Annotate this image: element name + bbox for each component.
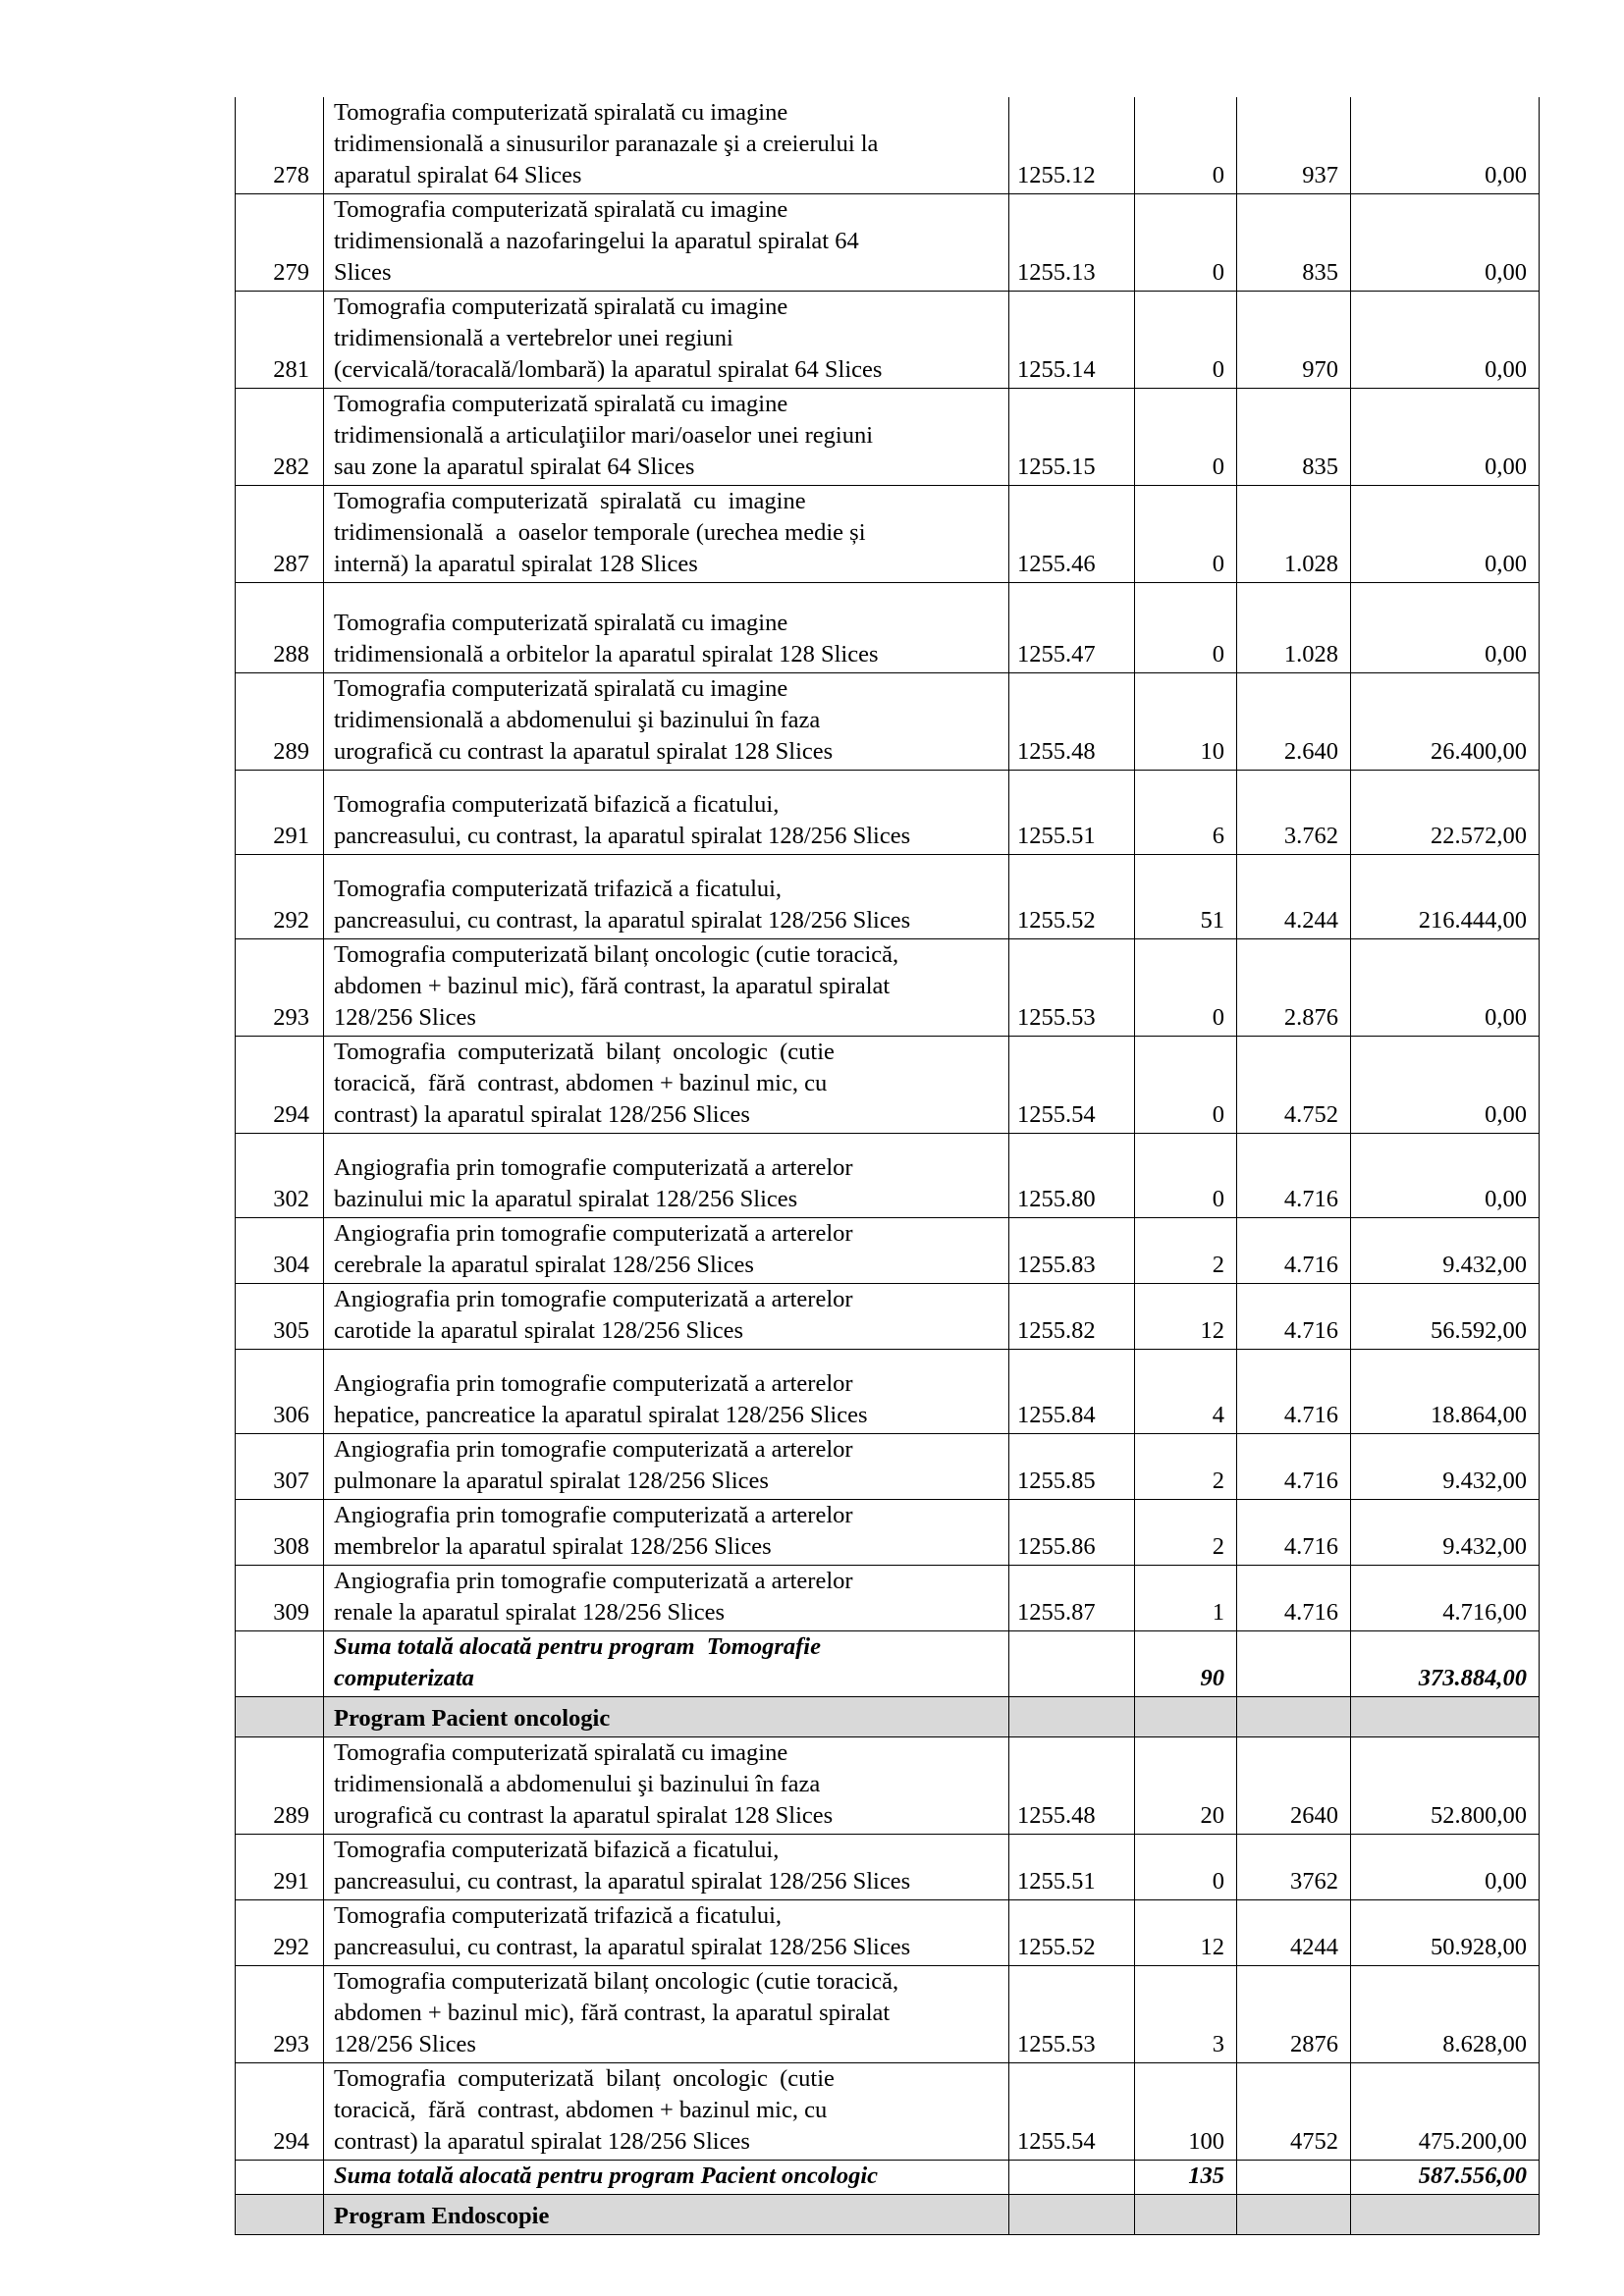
table-row (236, 1737, 1540, 1835)
code-cell: 1255.48 (1009, 673, 1135, 771)
description-line: Angiografia prin tomografie computerizată a arterelor (334, 1436, 853, 1463)
row-number-cell: 293 (236, 939, 324, 1037)
table-row (236, 292, 1540, 389)
row-number-cell: 289 (236, 1737, 324, 1835)
sum-cell: 9.432,00 (1351, 1434, 1540, 1500)
sum-cell: 0,00 (1351, 1835, 1540, 1900)
table-row (236, 389, 1540, 486)
row-number-cell: 279 (236, 194, 324, 292)
code-cell (1009, 1631, 1135, 1697)
quantity-cell: 6 (1135, 771, 1237, 855)
price-cell (1237, 2161, 1351, 2195)
description-cell (324, 1737, 1009, 1835)
row-number-cell: 287 (236, 486, 324, 583)
description-line: Tomografia computerizată bilanț oncologic (cutie toracică, (334, 1968, 899, 1995)
sum-cell: 373.884,00 (1351, 1631, 1540, 1697)
price-cell: 4.716 (1237, 1284, 1351, 1350)
program-header-row (236, 1697, 1540, 1737)
row-number-cell: 309 (236, 1566, 324, 1631)
table-row (236, 194, 1540, 292)
sum-cell: 0,00 (1351, 194, 1540, 292)
sum-cell: 50.928,00 (1351, 1900, 1540, 1966)
row-number-cell: 308 (236, 1500, 324, 1566)
description-cell (324, 1500, 1009, 1566)
program-header-row (236, 2195, 1540, 2235)
table-row (236, 583, 1540, 673)
price-cell: 3762 (1237, 1835, 1351, 1900)
price-cell: 2640 (1237, 1737, 1351, 1835)
price-cell: 4752 (1237, 2063, 1351, 2161)
quantity-cell: 90 (1135, 1631, 1237, 1697)
description-line: Angiografia prin tomografie computerizată a arterelor (334, 1502, 853, 1528)
description-line: Angiografia prin tomografie computerizată a arterelor (334, 1286, 853, 1312)
quantity-cell: 10 (1135, 673, 1237, 771)
row-number-cell: 293 (236, 1966, 324, 2063)
quantity-cell: 51 (1135, 855, 1237, 939)
row-number-cell: 307 (236, 1434, 324, 1500)
description-line: pancreasului, cu contrast, la aparatul spiralat 128/256 Slices (334, 907, 911, 934)
description-cell (324, 1835, 1009, 1900)
description-line: 128/256 Slices (334, 2031, 476, 2057)
code-cell: 1255.48 (1009, 1737, 1135, 1835)
services-table (235, 97, 1540, 2235)
code-cell: 1255.84 (1009, 1350, 1135, 1434)
description-cell (324, 1284, 1009, 1350)
table-row (236, 1218, 1540, 1284)
quantity-cell (1135, 1697, 1237, 1737)
description-line: Suma totală alocată pentru program Pacient oncologic (334, 2163, 879, 2189)
code-cell: 1255.82 (1009, 1284, 1135, 1350)
code-cell: 1255.13 (1009, 194, 1135, 292)
row-number-cell: 289 (236, 673, 324, 771)
quantity-cell: 4 (1135, 1350, 1237, 1434)
code-cell: 1255.51 (1009, 771, 1135, 855)
description-line: tridimensională a oaselor temporale (urechea medie și (334, 519, 866, 546)
description-line: hepatice, pancreatice la aparatul spiralat 128/256 Slices (334, 1402, 868, 1428)
sum-cell: 52.800,00 (1351, 1737, 1540, 1835)
price-cell: 4.716 (1237, 1350, 1351, 1434)
table-row (236, 673, 1540, 771)
description-line: pancreasului, cu contrast, la aparatul spiralat 128/256 Slices (334, 1868, 911, 1895)
description-line: Tomografia computerizată trifazică a ficatului, (334, 876, 783, 902)
description-line: Tomografia computerizată spiralată cu imagine (334, 488, 806, 514)
table-row (236, 1350, 1540, 1434)
quantity-cell: 12 (1135, 1284, 1237, 1350)
row-number-cell: 291 (236, 771, 324, 855)
table-row (236, 1434, 1540, 1500)
description-line: tridimensională a nazofaringelui la aparatul spiralat 64 (334, 228, 859, 254)
price-cell: 937 (1237, 97, 1351, 194)
quantity-cell: 0 (1135, 1835, 1237, 1900)
description-cell (324, 1900, 1009, 1966)
quantity-cell: 2 (1135, 1434, 1237, 1500)
description-cell (324, 939, 1009, 1037)
description-cell (324, 1434, 1009, 1500)
sum-cell: 587.556,00 (1351, 2161, 1540, 2195)
price-cell: 4.716 (1237, 1218, 1351, 1284)
description-line: abdomen + bazinul mic), fără contrast, la aparatul spiralat (334, 973, 891, 999)
quantity-cell (1135, 2195, 1237, 2235)
description-cell (324, 1037, 1009, 1134)
description-cell (324, 1631, 1009, 1697)
description-line: sau zone la aparatul spiralat 64 Slices (334, 454, 695, 480)
description-line: Tomografia computerizată spiralată cu imagine (334, 196, 788, 223)
quantity-cell: 100 (1135, 2063, 1237, 2161)
price-cell: 4.716 (1237, 1566, 1351, 1631)
description-line: contrast) la aparatul spiralat 128/256 Slices (334, 1101, 750, 1128)
row-number-cell: 288 (236, 583, 324, 673)
code-cell: 1255.80 (1009, 1134, 1135, 1218)
code-cell: 1255.52 (1009, 1900, 1135, 1966)
description-line: contrast) la aparatul spiralat 128/256 Slices (334, 2128, 750, 2155)
description-line: (cervicală/toracală/lombară) la aparatul spiralat 64 Slices (334, 356, 883, 383)
row-number-cell (236, 2161, 324, 2195)
code-cell: 1255.47 (1009, 583, 1135, 673)
description-line: tridimensională a sinusurilor paranazale şi a creierului la (334, 131, 879, 157)
sum-cell: 0,00 (1351, 583, 1540, 673)
price-cell: 4.244 (1237, 855, 1351, 939)
price-cell (1237, 2195, 1351, 2235)
description-line: renale la aparatul spiralat 128/256 Slices (334, 1599, 725, 1626)
row-number-cell: 292 (236, 855, 324, 939)
description-cell (324, 486, 1009, 583)
description-line: Tomografia computerizată bilanț oncologic (cutie (334, 1039, 835, 1065)
description-line: tridimensională a articulaţiilor mari/oaselor unei regiuni (334, 422, 874, 449)
code-cell (1009, 1697, 1135, 1737)
description-line: Tomografia computerizată spiralată cu imagine (334, 1739, 788, 1766)
price-cell: 4244 (1237, 1900, 1351, 1966)
code-cell: 1255.87 (1009, 1566, 1135, 1631)
row-number-cell: 282 (236, 389, 324, 486)
code-cell: 1255.52 (1009, 855, 1135, 939)
sum-cell: 8.628,00 (1351, 1966, 1540, 2063)
price-cell: 4.752 (1237, 1037, 1351, 1134)
price-cell: 1.028 (1237, 486, 1351, 583)
description-line: Tomografia computerizată bifazică a ficatului, (334, 1837, 780, 1863)
price-cell: 2876 (1237, 1966, 1351, 2063)
description-cell (324, 97, 1009, 194)
quantity-cell: 3 (1135, 1966, 1237, 2063)
quantity-cell: 0 (1135, 389, 1237, 486)
description-line: toracică, fără contrast, abdomen + bazinul mic, cu (334, 1070, 828, 1096)
description-line: 128/256 Slices (334, 1004, 476, 1031)
description-line: Angiografia prin tomografie computerizată a arterelor (334, 1154, 853, 1181)
quantity-cell: 135 (1135, 2161, 1237, 2195)
code-cell: 1255.85 (1009, 1434, 1135, 1500)
row-number-cell: 304 (236, 1218, 324, 1284)
price-cell: 2.640 (1237, 673, 1351, 771)
description-cell (324, 292, 1009, 389)
code-cell: 1255.53 (1009, 1966, 1135, 2063)
sum-cell (1351, 1697, 1540, 1737)
quantity-cell: 0 (1135, 292, 1237, 389)
sum-cell: 9.432,00 (1351, 1218, 1540, 1284)
table-row (236, 2063, 1540, 2161)
quantity-cell: 0 (1135, 583, 1237, 673)
sum-cell: 0,00 (1351, 1134, 1540, 1218)
code-cell (1009, 2195, 1135, 2235)
description-line: Tomografia computerizată trifazică a ficatului, (334, 1902, 783, 1929)
description-cell (324, 1218, 1009, 1284)
quantity-cell: 0 (1135, 97, 1237, 194)
table-row (236, 855, 1540, 939)
quantity-cell: 0 (1135, 194, 1237, 292)
table-row (236, 1134, 1540, 1218)
description-line: membrelor la aparatul spiralat 128/256 Slices (334, 1533, 772, 1560)
description-line: Tomografia computerizată spiralată cu imagine (334, 391, 788, 417)
row-number-cell (236, 2195, 324, 2235)
table-row (236, 1566, 1540, 1631)
description-line: bazinului mic la aparatul spiralat 128/256 Slices (334, 1186, 798, 1212)
description-line: Suma totală alocată pentru program Tomografie (334, 1633, 821, 1660)
price-cell: 1.028 (1237, 583, 1351, 673)
row-number-cell: 292 (236, 1900, 324, 1966)
code-cell (1009, 2161, 1135, 2195)
row-number-cell: 294 (236, 1037, 324, 1134)
sum-cell: 216.444,00 (1351, 855, 1540, 939)
table-row (236, 771, 1540, 855)
description-line: toracică, fără contrast, abdomen + bazinul mic, cu (334, 2097, 828, 2123)
description-cell (324, 1350, 1009, 1434)
price-cell: 4.716 (1237, 1500, 1351, 1566)
sum-cell: 56.592,00 (1351, 1284, 1540, 1350)
table-body (236, 97, 1540, 2235)
sum-cell: 18.864,00 (1351, 1350, 1540, 1434)
description-cell (324, 1966, 1009, 2063)
quantity-cell: 1 (1135, 1566, 1237, 1631)
description-line: abdomen + bazinul mic), fără contrast, la aparatul spiralat (334, 2000, 891, 2026)
table-row (236, 1037, 1540, 1134)
code-cell: 1255.54 (1009, 2063, 1135, 2161)
description-line: internă) la aparatul spiralat 128 Slices (334, 551, 698, 577)
code-cell: 1255.51 (1009, 1835, 1135, 1900)
code-cell: 1255.15 (1009, 389, 1135, 486)
sum-cell: 0,00 (1351, 292, 1540, 389)
row-number-cell: 278 (236, 97, 324, 194)
description-line: pancreasului, cu contrast, la aparatul spiralat 128/256 Slices (334, 1934, 911, 1960)
description-line: pancreasului, cu contrast, la aparatul spiralat 128/256 Slices (334, 823, 911, 849)
quantity-cell: 12 (1135, 1900, 1237, 1966)
code-cell: 1255.53 (1009, 939, 1135, 1037)
sum-cell: 0,00 (1351, 939, 1540, 1037)
description-line: urografică cu contrast la aparatul spiralat 128 Slices (334, 738, 834, 765)
description-cell (324, 2063, 1009, 2161)
sum-cell: 0,00 (1351, 97, 1540, 194)
sum-cell: 22.572,00 (1351, 771, 1540, 855)
row-number-cell: 305 (236, 1284, 324, 1350)
description-line: tridimensională a abdomenului şi bazinului în faza (334, 707, 821, 733)
code-cell: 1255.12 (1009, 97, 1135, 194)
row-number-cell: 291 (236, 1835, 324, 1900)
description-line: computerizata (334, 1665, 474, 1691)
description-line: Tomografia computerizată bifazică a ficatului, (334, 791, 780, 818)
description-cell (324, 1134, 1009, 1218)
description-line: Angiografia prin tomografie computerizată a arterelor (334, 1370, 853, 1397)
description-line: Tomografia computerizată spiralată cu imagine (334, 294, 788, 320)
code-cell: 1255.54 (1009, 1037, 1135, 1134)
code-cell: 1255.14 (1009, 292, 1135, 389)
description-line: Slices (334, 259, 392, 286)
description-line: urografică cu contrast la aparatul spiralat 128 Slices (334, 1802, 834, 1829)
program-title-cell (324, 2195, 1009, 2235)
description-line: tridimensională a vertebrelor unei regiuni (334, 325, 733, 351)
row-number-cell: 294 (236, 2063, 324, 2161)
sum-cell: 0,00 (1351, 389, 1540, 486)
sum-cell: 0,00 (1351, 1037, 1540, 1134)
description-line: tridimensională a abdomenului şi bazinului în faza (334, 1771, 821, 1797)
description-cell (324, 673, 1009, 771)
description-line: Program Pacient oncologic (334, 1705, 611, 1732)
quantity-cell: 2 (1135, 1500, 1237, 1566)
price-cell: 2.876 (1237, 939, 1351, 1037)
description-line: Angiografia prin tomografie computerizată a arterelor (334, 1220, 853, 1247)
price-cell (1237, 1631, 1351, 1697)
program-title-cell (324, 1697, 1009, 1737)
row-number-cell (236, 1697, 324, 1737)
price-cell: 835 (1237, 194, 1351, 292)
quantity-cell: 20 (1135, 1737, 1237, 1835)
description-line: tridimensională a orbitelor la aparatul spiralat 128 Slices (334, 641, 879, 667)
quantity-cell: 0 (1135, 1037, 1237, 1134)
sum-cell: 9.432,00 (1351, 1500, 1540, 1566)
quantity-cell: 0 (1135, 486, 1237, 583)
quantity-cell: 2 (1135, 1218, 1237, 1284)
description-cell (324, 2161, 1009, 2195)
table-row (236, 1835, 1540, 1900)
row-number-cell (236, 1631, 324, 1697)
total-row (236, 1631, 1540, 1697)
description-cell (324, 1566, 1009, 1631)
description-cell (324, 855, 1009, 939)
description-line: Tomografia computerizată bilanț oncologic (cutie toracică, (334, 941, 899, 968)
sum-cell: 475.200,00 (1351, 2063, 1540, 2161)
sum-cell: 0,00 (1351, 486, 1540, 583)
total-row (236, 2161, 1540, 2195)
description-cell (324, 389, 1009, 486)
sum-cell (1351, 2195, 1540, 2235)
description-line: Tomografia computerizată spiralată cu imagine (334, 99, 788, 126)
description-cell (324, 194, 1009, 292)
table-row (236, 486, 1540, 583)
price-cell: 4.716 (1237, 1134, 1351, 1218)
description-line: Program Endoscopie (334, 2203, 550, 2229)
description-line: Tomografia computerizată spiralată cu imagine (334, 610, 788, 636)
row-number-cell: 281 (236, 292, 324, 389)
table-row (236, 1966, 1540, 2063)
quantity-cell: 0 (1135, 1134, 1237, 1218)
description-line: Tomografia computerizată bilanț oncologic (cutie (334, 2065, 835, 2092)
quantity-cell: 0 (1135, 939, 1237, 1037)
price-cell: 4.716 (1237, 1434, 1351, 1500)
code-cell: 1255.46 (1009, 486, 1135, 583)
sum-cell: 4.716,00 (1351, 1566, 1540, 1631)
table-row (236, 97, 1540, 194)
sum-cell: 26.400,00 (1351, 673, 1540, 771)
row-number-cell: 306 (236, 1350, 324, 1434)
description-line: Angiografia prin tomografie computerizată a arterelor (334, 1568, 853, 1594)
description-cell (324, 583, 1009, 673)
description-line: carotide la aparatul spiralat 128/256 Slices (334, 1317, 744, 1344)
price-cell: 3.762 (1237, 771, 1351, 855)
description-cell (324, 771, 1009, 855)
description-line: pulmonare la aparatul spiralat 128/256 Slices (334, 1468, 769, 1494)
table-row (236, 1900, 1540, 1966)
description-line: Tomografia computerizată spiralată cu imagine (334, 675, 788, 702)
row-number-cell: 302 (236, 1134, 324, 1218)
price-cell (1237, 1697, 1351, 1737)
table-row (236, 939, 1540, 1037)
description-line: cerebrale la aparatul spiralat 128/256 Slices (334, 1252, 754, 1278)
code-cell: 1255.86 (1009, 1500, 1135, 1566)
code-cell: 1255.83 (1009, 1218, 1135, 1284)
description-line: aparatul spiralat 64 Slices (334, 162, 582, 188)
table-row (236, 1500, 1540, 1566)
price-cell: 835 (1237, 389, 1351, 486)
price-cell: 970 (1237, 292, 1351, 389)
table-row (236, 1284, 1540, 1350)
